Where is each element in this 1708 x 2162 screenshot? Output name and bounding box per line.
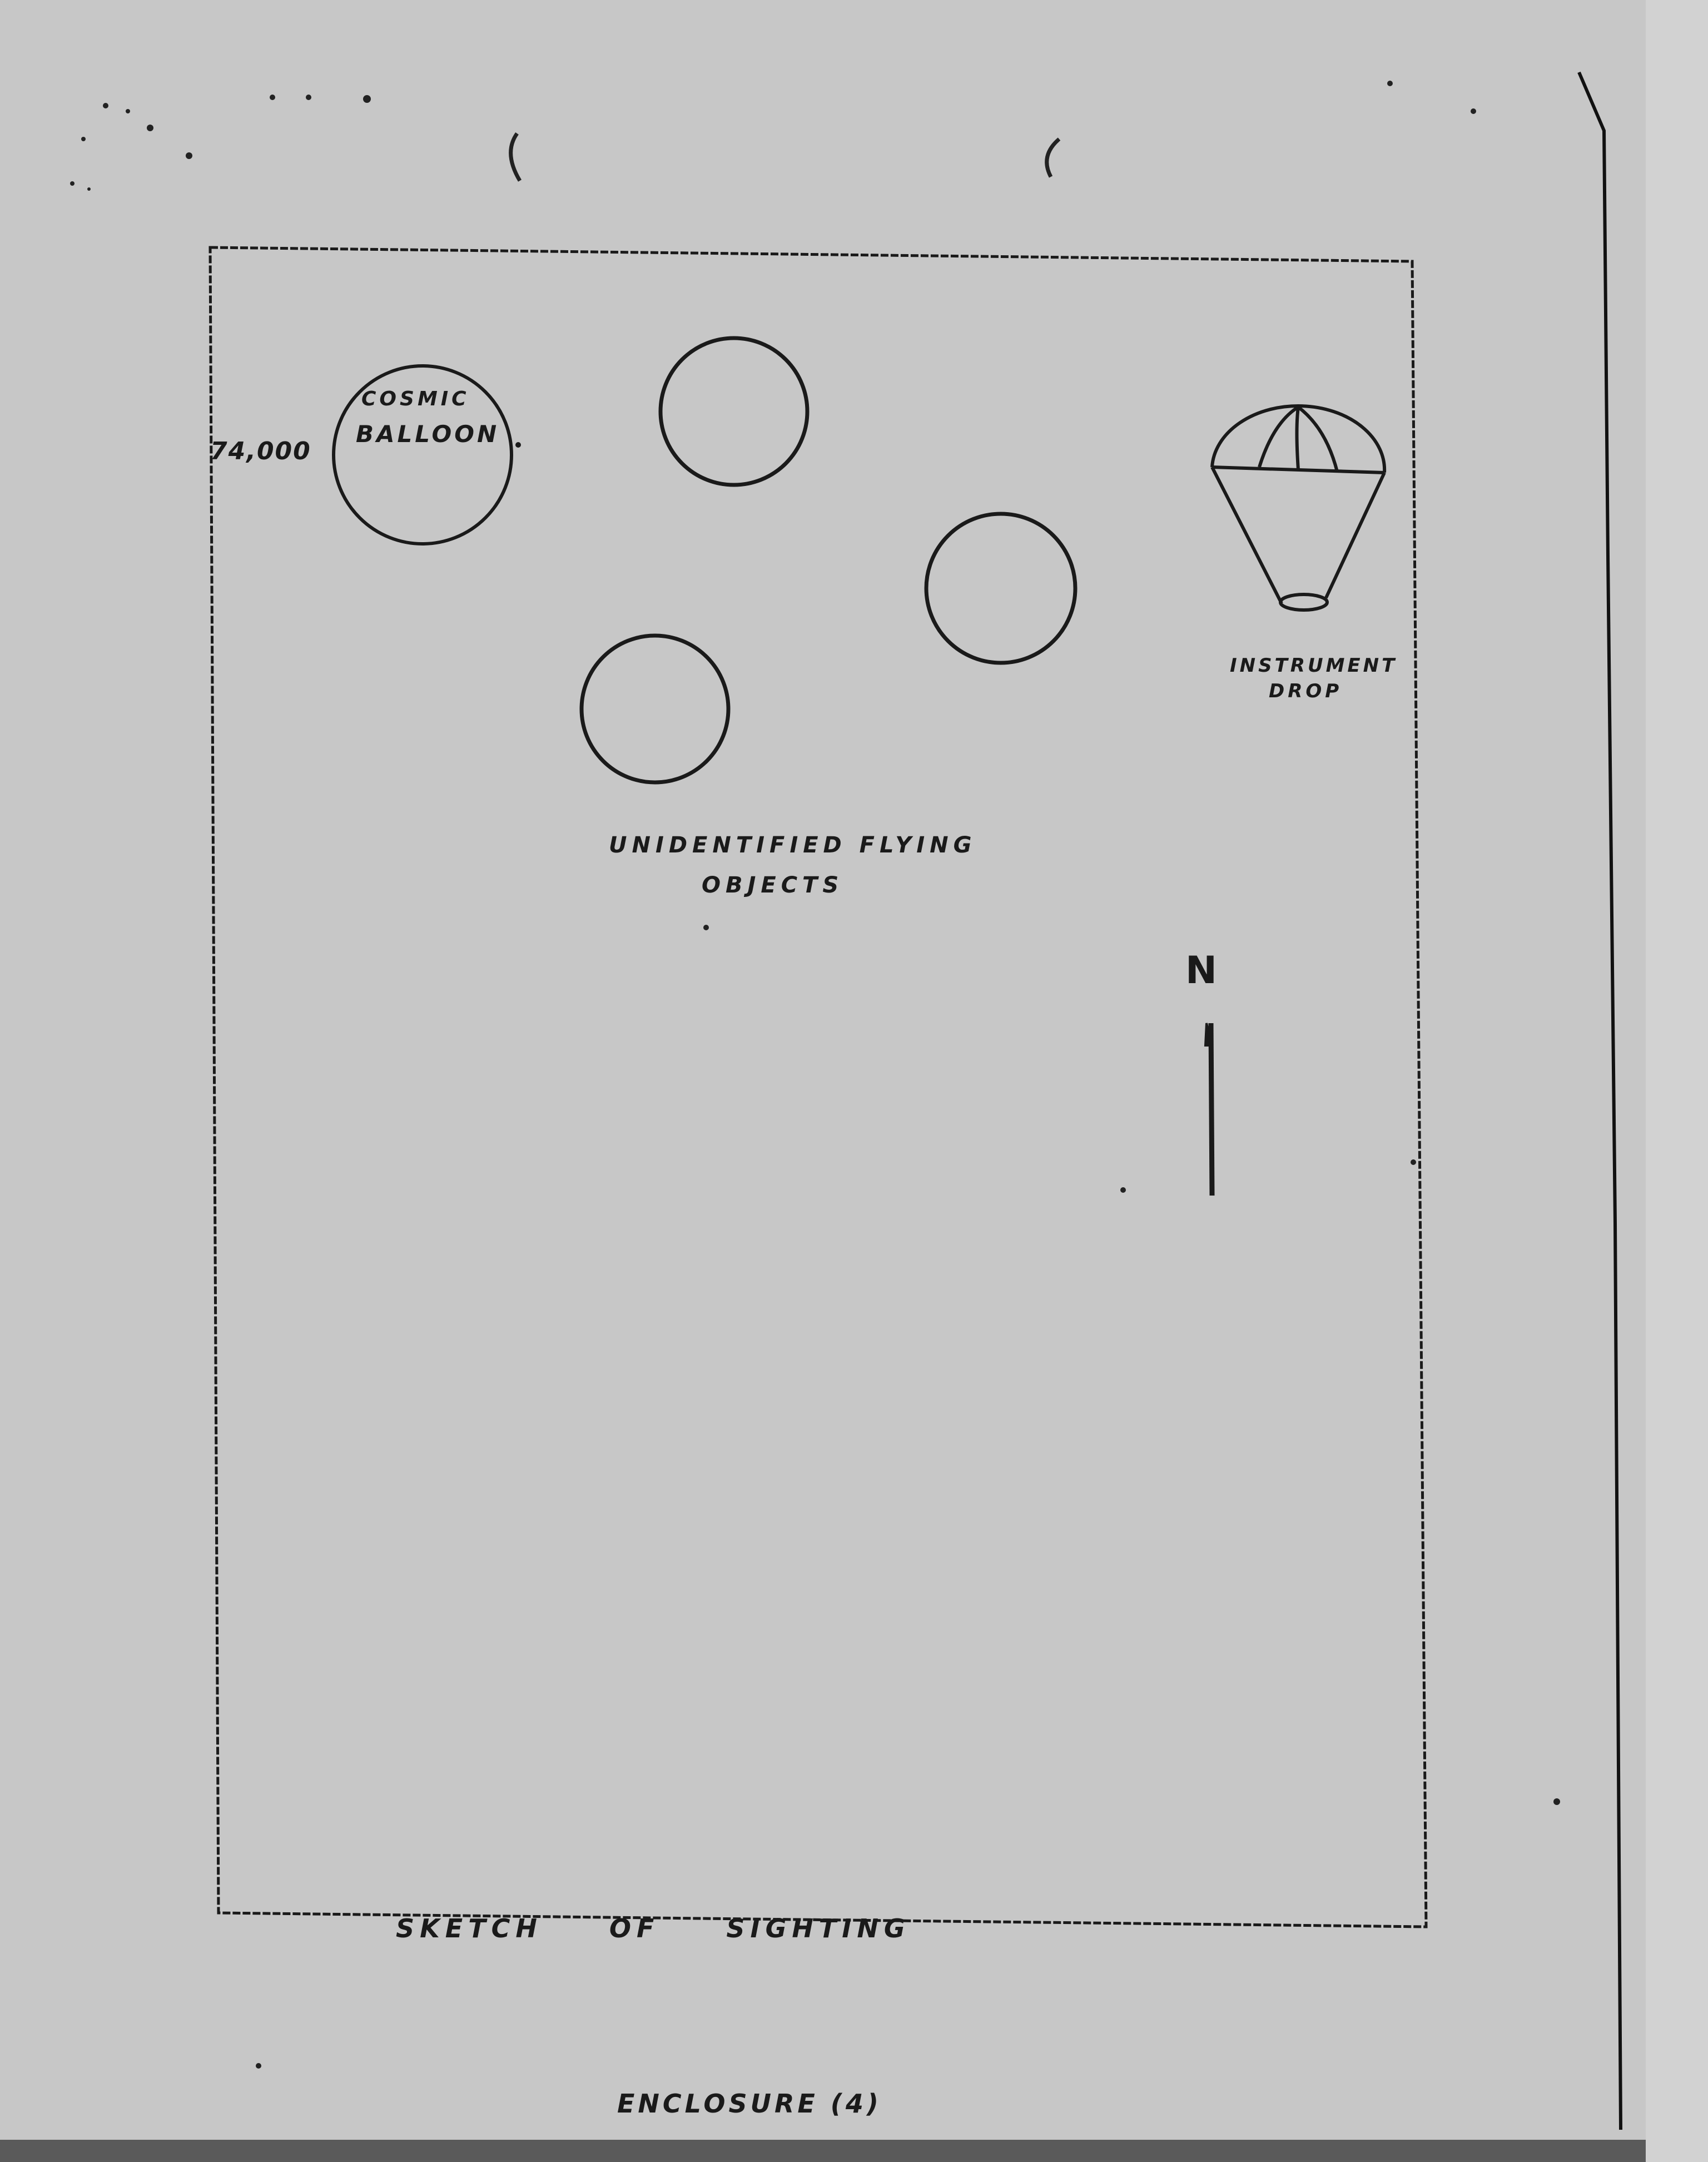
bottom-shadow-strip (0, 2140, 1708, 2162)
ufo-circle-3 (582, 636, 728, 782)
balloon-dot (515, 442, 521, 448)
instrument-drop-label-line2: DROP (1269, 680, 1343, 702)
ufo-label-line1: UNIDENTIFIED FLYING (609, 832, 977, 858)
punch-mark-right (1047, 139, 1059, 177)
ufo-circle-2 (926, 514, 1075, 663)
caption-word-of: OF (609, 1913, 660, 1943)
cosmic-balloon-label-line2: BALLOON (356, 420, 500, 448)
sketch-caption (396, 1913, 911, 1943)
right-edge-shade (1646, 0, 1708, 2162)
caption-word-sketch: SKETCH (396, 1913, 543, 1943)
ufo-circle-1 (661, 338, 807, 485)
paper-edge-line (1579, 72, 1621, 2130)
punch-mark-left (511, 133, 520, 181)
specks (70, 81, 1560, 2069)
caption-word-sighting: SIGHTING (726, 1913, 911, 1943)
altitude-label: 74,000 (210, 437, 311, 465)
north-label: N (1185, 949, 1217, 993)
north-arrow (1205, 1023, 1212, 1196)
instrument-drop-label-line1: INSTRUMENT (1230, 654, 1398, 677)
sketch-frame (210, 247, 1426, 1927)
cosmic-balloon-label-line1: COSMIC (361, 388, 470, 410)
enclosure-label: ENCLOSURE (4) (617, 2089, 882, 2119)
instrument-drop-parachute (1212, 406, 1384, 610)
ufo-label-line2: OBJECTS (702, 872, 844, 898)
